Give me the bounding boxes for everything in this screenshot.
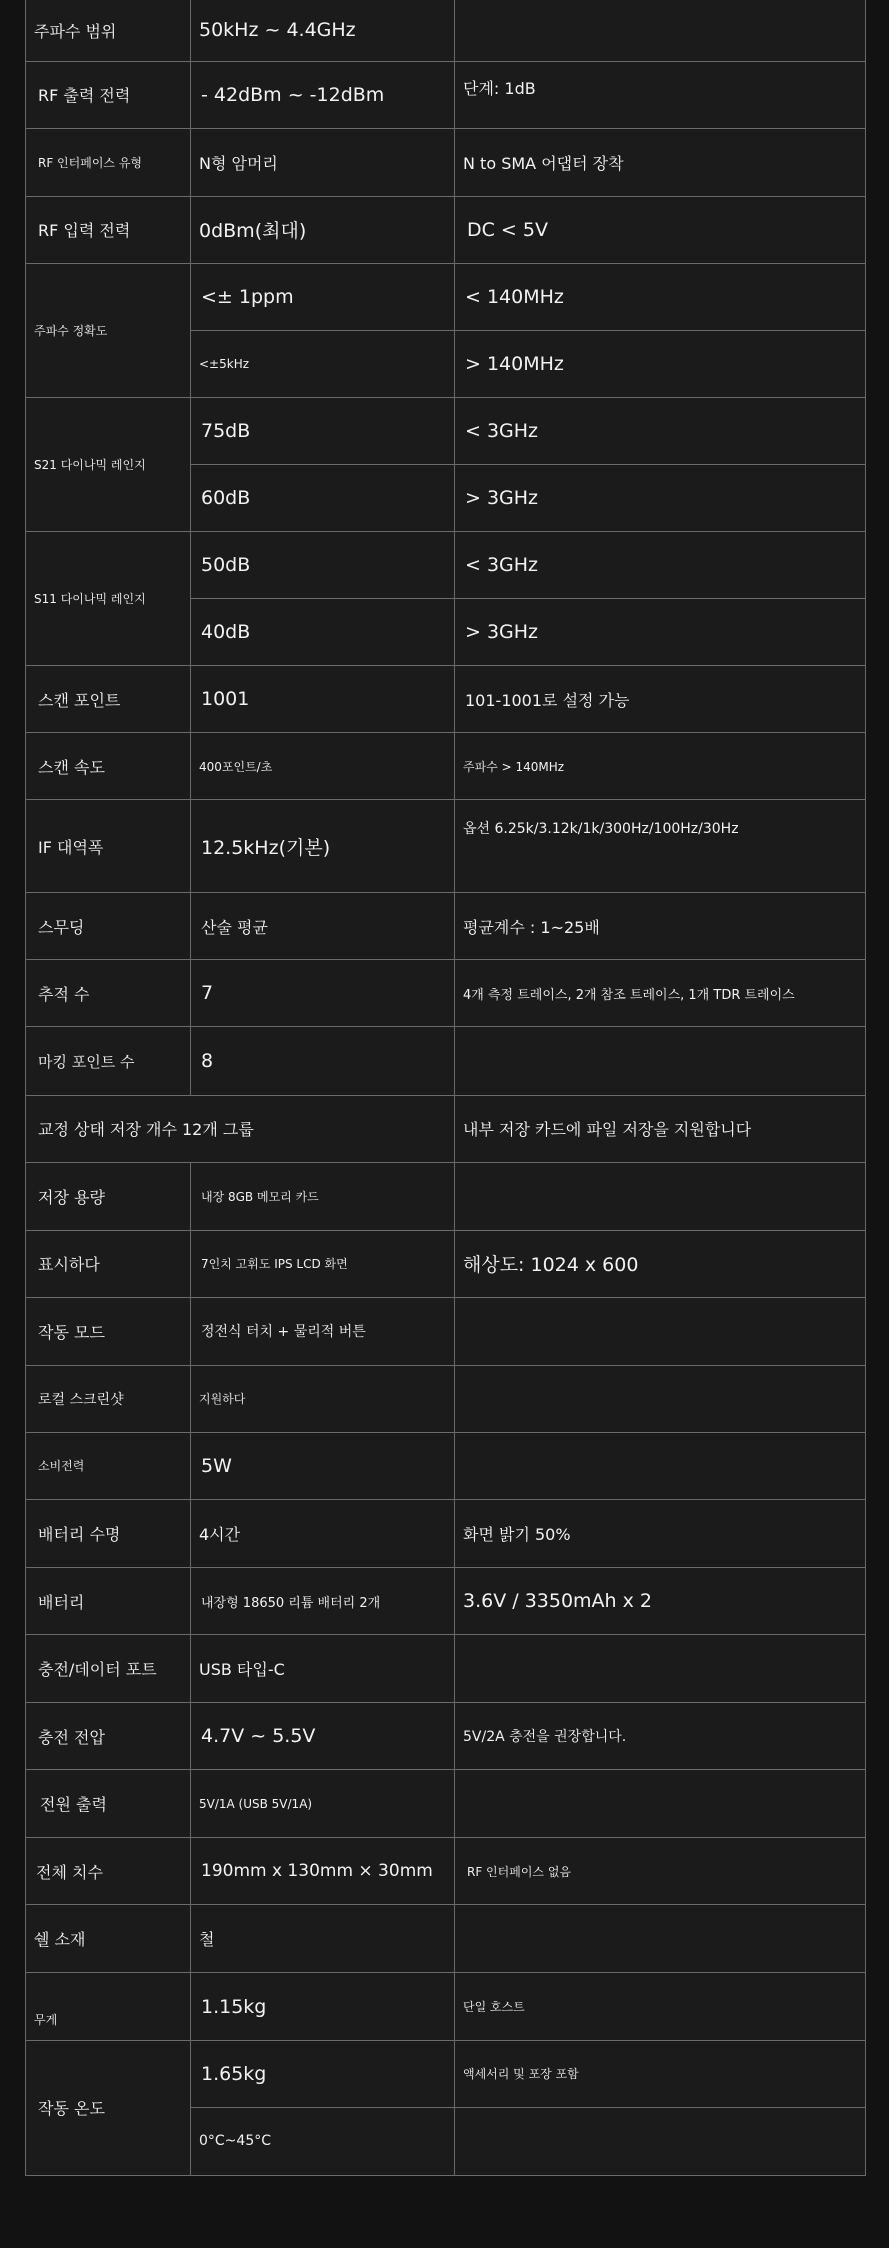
spec-label: 교정 상태 저장 개수 12개 그룹: [26, 1095, 455, 1162]
spec-value: 정전식 터치 + 물리적 버튼: [191, 1297, 455, 1365]
spec-note: < 3GHz: [455, 532, 866, 599]
table-row: [26, 1838, 866, 1905]
table-row: [26, 61, 866, 128]
spec-table: [25, 0, 866, 2176]
table-row: [26, 128, 866, 196]
spec-note: N to SMA 어댑터 장착: [455, 128, 866, 196]
spec-note: 주파수 > 140MHz: [455, 733, 866, 800]
spec-value: 지원하다: [191, 1365, 455, 1432]
spec-note: > 140MHz: [455, 330, 866, 397]
spec-note: 101-1001로 설정 가능: [455, 666, 866, 733]
spec-value: 4시간: [191, 1499, 455, 1567]
spec-label: 스무딩: [26, 893, 191, 960]
spec-value: 철: [191, 1905, 455, 1973]
spec-value: 1.65kg: [191, 2040, 455, 2107]
spec-label: 충전 전압: [26, 1703, 191, 1770]
spec-label: 스캔 속도: [26, 733, 191, 800]
spec-label: 로컬 스크린샷: [26, 1365, 191, 1432]
spec-label: 전체 치수: [26, 1838, 191, 1905]
table-row: [26, 1095, 866, 1162]
spec-label: S11 다이나믹 레인지: [26, 532, 191, 666]
spec-value: 50kHz ~ 4.4GHz: [191, 0, 455, 61]
spec-value: 75dB: [191, 397, 455, 464]
table-row: [26, 893, 866, 960]
spec-note: > 3GHz: [455, 464, 866, 531]
spec-value: 5V/1A (USB 5V/1A): [191, 1770, 455, 1838]
spec-label: 충전/데이터 포트: [26, 1635, 191, 1703]
spec-value: 400포인트/초: [191, 733, 455, 800]
spec-label: 스캔 포인트: [26, 666, 191, 733]
spec-note: 내부 저장 카드에 파일 저장을 지원합니다: [455, 1095, 866, 1162]
table-row: [26, 1973, 866, 2040]
spec-value: 0°C~45°C: [191, 2107, 455, 2175]
spec-label: RF 출력 전력: [26, 61, 191, 128]
spec-note: [455, 0, 866, 61]
spec-note: < 140MHz: [455, 263, 866, 330]
spec-value: 7인치 고휘도 IPS LCD 화면: [191, 1230, 455, 1297]
table-row: [26, 1162, 866, 1230]
table-row: [26, 1365, 866, 1432]
spec-note: 단일 호스트: [455, 1973, 866, 2040]
spec-label: 주파수 정확도: [26, 263, 191, 397]
spec-note: [455, 1635, 866, 1703]
table-row: [26, 960, 866, 1027]
table-row: [26, 263, 866, 330]
spec-value: 1.15kg: [191, 1973, 455, 2040]
spec-label: 주파수 범위: [26, 0, 191, 61]
spec-value: 4.7V ~ 5.5V: [191, 1703, 455, 1770]
spec-value: 산술 평균: [191, 893, 455, 960]
spec-note: [455, 1432, 866, 1499]
spec-value: 40dB: [191, 599, 455, 666]
table-row: [26, 1703, 866, 1770]
spec-label: 추적 수: [26, 960, 191, 1027]
spec-note: 옵션 6.25k/3.12k/1k/300Hz/100Hz/30Hz: [455, 800, 866, 893]
table-row: [26, 1230, 866, 1297]
spec-note: 단계: 1dB: [455, 61, 866, 128]
spec-note: 3.6V / 3350mAh x 2: [455, 1568, 866, 1635]
table-row: [26, 1568, 866, 1635]
spec-note: DC < 5V: [455, 196, 866, 263]
table-row: [26, 1905, 866, 1973]
spec-label: 쉘 소재: [26, 1905, 191, 1973]
spec-value: 내장형 18650 리튬 배터리 2개: [191, 1568, 455, 1635]
spec-value: 50dB: [191, 532, 455, 599]
spec-label: RF 입력 전력: [26, 196, 191, 263]
table-row: [26, 1770, 866, 1838]
table-row: [26, 1432, 866, 1499]
spec-value: 1001: [191, 666, 455, 733]
spec-note: 5V/2A 충전을 권장합니다.: [455, 1703, 866, 1770]
spec-note: [455, 1770, 866, 1838]
spec-label: RF 인터페이스 유형: [26, 128, 191, 196]
table-row: [26, 1499, 866, 1567]
spec-value: 0dBm(최대): [191, 196, 455, 263]
spec-value: 8: [191, 1027, 455, 1095]
spec-note: 해상도: 1024 x 600: [455, 1230, 866, 1297]
spec-note: < 3GHz: [455, 397, 866, 464]
spec-label: 소비전력: [26, 1432, 191, 1499]
table-row: [26, 2040, 866, 2107]
spec-label: 마킹 포인트 수: [26, 1027, 191, 1095]
spec-label: 작동 모드: [26, 1297, 191, 1365]
spec-label: 배터리: [26, 1568, 191, 1635]
spec-note: RF 인터페이스 없음: [455, 1838, 866, 1905]
spec-value: 60dB: [191, 464, 455, 531]
spec-value: - 42dBm ~ -12dBm: [191, 61, 455, 128]
spec-note: 화면 밝기 50%: [455, 1499, 866, 1567]
table-row: [26, 666, 866, 733]
table-row: [26, 196, 866, 263]
table-row: [26, 1635, 866, 1703]
spec-note: [455, 1162, 866, 1230]
spec-label: IF 대역폭: [26, 800, 191, 893]
table-row: [26, 800, 866, 893]
spec-label: 무게: [26, 1973, 191, 2040]
spec-value: 12.5kHz(기본): [191, 800, 455, 893]
table-row: [26, 1027, 866, 1095]
spec-value: 내장 8GB 메모리 카드: [191, 1162, 455, 1230]
spec-note: 평균계수 : 1~25배: [455, 893, 866, 960]
spec-note: [455, 1905, 866, 1973]
spec-value: 5W: [191, 1432, 455, 1499]
spec-note: [455, 1365, 866, 1432]
table-row: [26, 733, 866, 800]
spec-label: 표시하다: [26, 1230, 191, 1297]
spec-value: <±5kHz: [191, 330, 455, 397]
spec-note: [455, 1297, 866, 1365]
table-row: [26, 0, 866, 61]
spec-note: 액세서리 및 포장 포함: [455, 2040, 866, 2107]
spec-label: 작동 온도: [26, 2040, 191, 2175]
spec-value: N형 암머리: [191, 128, 455, 196]
spec-note: > 3GHz: [455, 599, 866, 666]
table-row: [26, 532, 866, 599]
spec-note: [455, 1027, 866, 1095]
spec-label: 저장 용량: [26, 1162, 191, 1230]
spec-label: S21 다이나믹 레인지: [26, 397, 191, 531]
spec-value: 7: [191, 960, 455, 1027]
spec-value: USB 타입-C: [191, 1635, 455, 1703]
spec-value: <± 1ppm: [191, 263, 455, 330]
spec-label: 배터리 수명: [26, 1499, 191, 1567]
table-row: [26, 397, 866, 464]
table-row: [26, 1297, 866, 1365]
spec-note: 4개 측정 트레이스, 2개 참조 트레이스, 1개 TDR 트레이스: [455, 960, 866, 1027]
spec-note: [455, 2107, 866, 2175]
spec-value: 190mm x 130mm × 30mm: [191, 1838, 455, 1905]
spec-label: 전원 출력: [26, 1770, 191, 1838]
